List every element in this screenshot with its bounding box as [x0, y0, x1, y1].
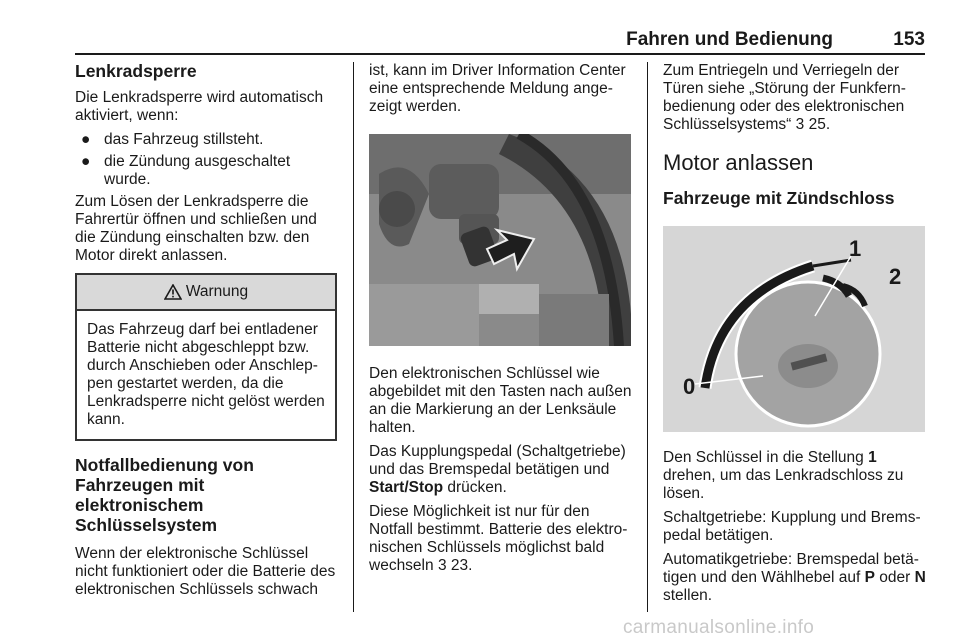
paragraph: Das Kupplungspedal (Schaltgetriebe) und das Bremspedal betätigen und Start/Stop drücken.: [369, 443, 626, 496]
chapter-title: Fahren und Bedienung: [626, 29, 833, 50]
header-rule: [75, 53, 925, 55]
paragraph: Zum Lösen der Lenkradsperre die Fahrertür öffnen und schließen und die Zündung einschalten bzw. den Motor direkt anlassen.: [75, 193, 317, 264]
warning-box: [75, 273, 337, 441]
page-reference[interactable]: 3 25.: [795, 116, 831, 133]
paragraph: Schaltgetriebe: Kupplung und Bremspedal betätigen.: [663, 509, 921, 544]
list-item: ● die Zündung ausgeschaltet wurde.: [81, 153, 291, 188]
column-divider: [353, 62, 354, 612]
bullet-list: [75, 131, 337, 189]
paragraph: Automatikgetriebe: Bremspedal betätigen und den Wählhebel auf P oder N stellen.: [663, 551, 926, 604]
steering-column-photo: [369, 134, 631, 346]
section-heading-emergency: Notfallbedienung von Fahrzeugen mit elektronischem Schlüsselsystem: [75, 455, 254, 535]
page-reference[interactable]: 3 23.: [437, 557, 473, 574]
section-title: Motor anlassen: [663, 150, 814, 175]
column-1: [75, 62, 337, 605]
bullet-icon: ●: [81, 131, 91, 148]
start-stop-label: Start/Stop: [369, 479, 444, 496]
warning-header: [77, 275, 335, 311]
list-item: ● das Fahrzeug stillsteht.: [81, 131, 264, 148]
paragraph: Den Schlüssel in die Stellung 1 drehen, um das Lenkradschloss zu lösen.: [663, 449, 904, 502]
dial-label-2: 2: [889, 264, 902, 289]
page-header: [75, 26, 925, 50]
paragraph: Wenn der elektronische Schlüssel nicht funktioniert oder die Batterie des elektronischen Schlüssels schwach: [75, 545, 336, 598]
column-divider: [647, 62, 648, 612]
subsection-title: Fahrzeuge mit Zündschloss: [663, 188, 895, 208]
column-3: [663, 62, 928, 611]
paragraph: ist, kann im Driver Information Center eine entsprechende Meldung angezeigt werden.: [369, 62, 626, 115]
paragraph: Die Lenkradsperre wird automatisch aktiviert, wenn:: [75, 89, 324, 124]
warning-text: Das Fahrzeug darf bei entladener Batterie nicht abgeschleppt bzw. durch Anschieben oder Anschleppen gestartet werden, da die Lenkradsperre nicht gelöst werden kann.: [87, 321, 325, 428]
warning-title: Warnung: [185, 283, 249, 300]
section-heading-steering-lock: Lenkradsperre: [75, 61, 197, 81]
watermark: carmanualsonline.info: [623, 617, 815, 638]
column-2: [369, 62, 635, 581]
bullet-icon: ●: [81, 153, 91, 170]
warning-icon: [164, 284, 182, 300]
ignition-switch-diagram: [663, 226, 925, 432]
paragraph: Zum Entriegeln und Verriegeln der Türen siehe „Störung der Funkfernbedienung oder des elektronischen Schlüsselsystems“ 3 25.: [663, 62, 906, 133]
page-number: 153: [893, 29, 925, 50]
paragraph: Diese Möglichkeit ist nur für den Notfall bestimmt. Batterie des elektronischen Schlüssels möglichst bald wechseln 3 23.: [369, 503, 628, 574]
paragraph: Den elektronischen Schlüssel wie abgebildet mit den Tasten nach außen an die Markierung an der Lenksäule halten.: [369, 365, 632, 436]
dial-label-1: 1: [849, 236, 862, 261]
dial-label-0: 0: [683, 374, 696, 399]
